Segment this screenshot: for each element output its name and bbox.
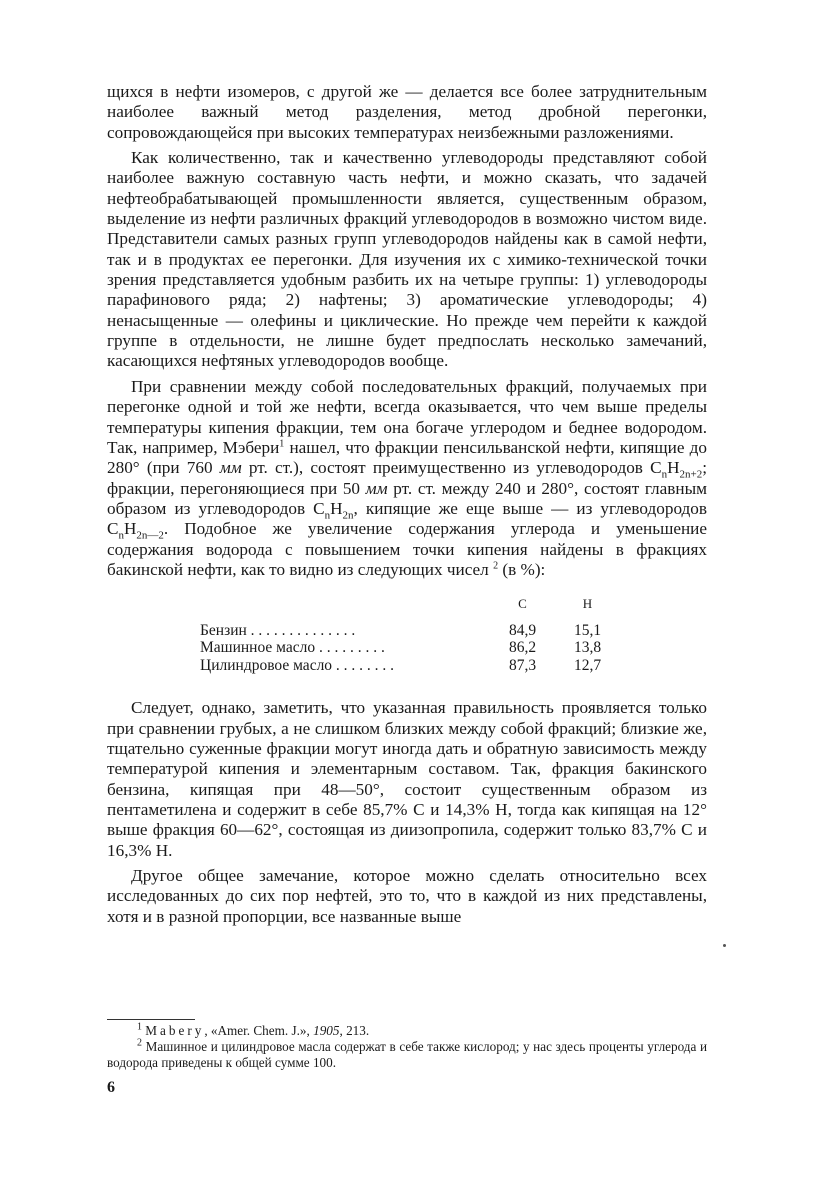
carbon-value: 84,9 [508,621,537,639]
footnote-ref-1[interactable]: 1 [279,438,285,450]
hydrogen-value: 13,8 [573,639,602,657]
footnote-2: $^2$ Машинное и цилиндровое масла содержат в себе также кислород; у нас здесь проценты углерода и водорода приведены к общей сумме 100. [107,1037,708,1070]
paragraph-4: Следует, однако, заметить, что указанная правильность проявляется только при сравнении грубых, а не слишком близких между собой фракций; близкие же, тщательно суженные фракции могут иногда дать и обратную зависимость между температурой кипения и элементарным составом. Так, фракция бакинского бензина, кипящая при 48—50°, состоит существенным образом из пентаметилена и содержит в себе 85,7% C и 14,3% H, тогда как кипящая на 12° выше фракция 60—62°, состоящая из диизопропила, содержит только 83,7% C и 16,3% H. [107,698,707,860]
footnote-1: $^1$ Mabery, «Amer. Chem. J.», 1905, 213. [137,1021,370,1038]
table-row [200,657,620,675]
column-header-h: H [582,596,593,612]
paragraph-3: При сравнении между собой последовательных фракций, получаемых при перегонке одной и той же нефти, всегда оказывается, что чем выше пределы температуры кипения фракции, тем она богаче углеродом и беднее водородом. Так, например, Мэбери$^1$ нашел, что фракции пенсильванской нефти, кипящие до 280° (при 760 мм рт. ст.), состоят преимущественно из углеводородов $C_nH_{2n+2}$; фракции, перегоняющиеся при 50 мм рт. ст. между 240 и 280°, состоят главным образом из углеводородов $C_nH_{2n}$, кипящие же еще выше — из углеводородов $C_nH_{2n—2}$. Подобное же увеличение содержания углерода и уменьшение содержания водорода с повышением точки кипения найдены в фракциях бакинской нефти, как то видно из следующих чисел $^2$ (в %): [107,376,708,579]
table-row [200,639,620,657]
hydrogen-value: 12,7 [573,656,602,674]
fraction-name: Бензин . . . . . . . . . . . . . . [200,621,356,639]
margin-speck [723,944,726,947]
paragraph-5: Другое общее замечание, которое можно сделать относительно всех исследованных до сих пор нефтей, это то, что в каждой из них представлены, хотя и в разной пропорции, все названные выше [107,866,707,926]
paragraph-1: щихся в нефти изомеров, с другой же — делается все более затруднительным наиболее важный метод разделения, метод дробной перегонки, сопровождающейся при высоких температурах неизбежными разложениями. [107,82,707,142]
table-row [200,622,620,640]
footnotes [107,1023,707,1071]
fraction-name: Цилиндровое масло . . . . . . . . [200,656,395,674]
fraction-name: Машинное масло . . . . . . . . . [200,639,385,657]
carbon-value: 86,2 [508,639,537,657]
column-header-c: C [518,596,527,612]
paragraph-2: Как количественно, так и качественно углеводороды представляют собой наиболее важную составную часть нефти, и можно сказать, что задачей нефтеобрабатывающей промышленности является, существенным образом, выделение из нефти различных фракций углеводородов в возможно чистом виде. Представители самых разных групп углеводородов найдены как в самой нефти, так и в продуктах ее перегонки. Для изучения их с химико-технической точки зрения представляется удобным разбить их на четыре группы: 1) углеводороды парафинового ряда; 2) нафтены; 3) ароматические углеводороды; 4) ненасыщенные — олефины и циклические. Но прежде чем перейти к каждой группе в отдельности, не лишне будет предпослать несколько замечаний, касающихся нефтяных углеводородов вообще. [107,148,707,371]
body-text [107,82,707,932]
hydrogen-value: 15,1 [573,621,602,639]
footnote-separator [107,1019,195,1020]
carbon-value: 87,3 [508,656,537,674]
footnote-ref-2[interactable]: 2 [493,560,499,572]
page-number: 6 [107,1079,115,1096]
composition-table [200,594,620,674]
